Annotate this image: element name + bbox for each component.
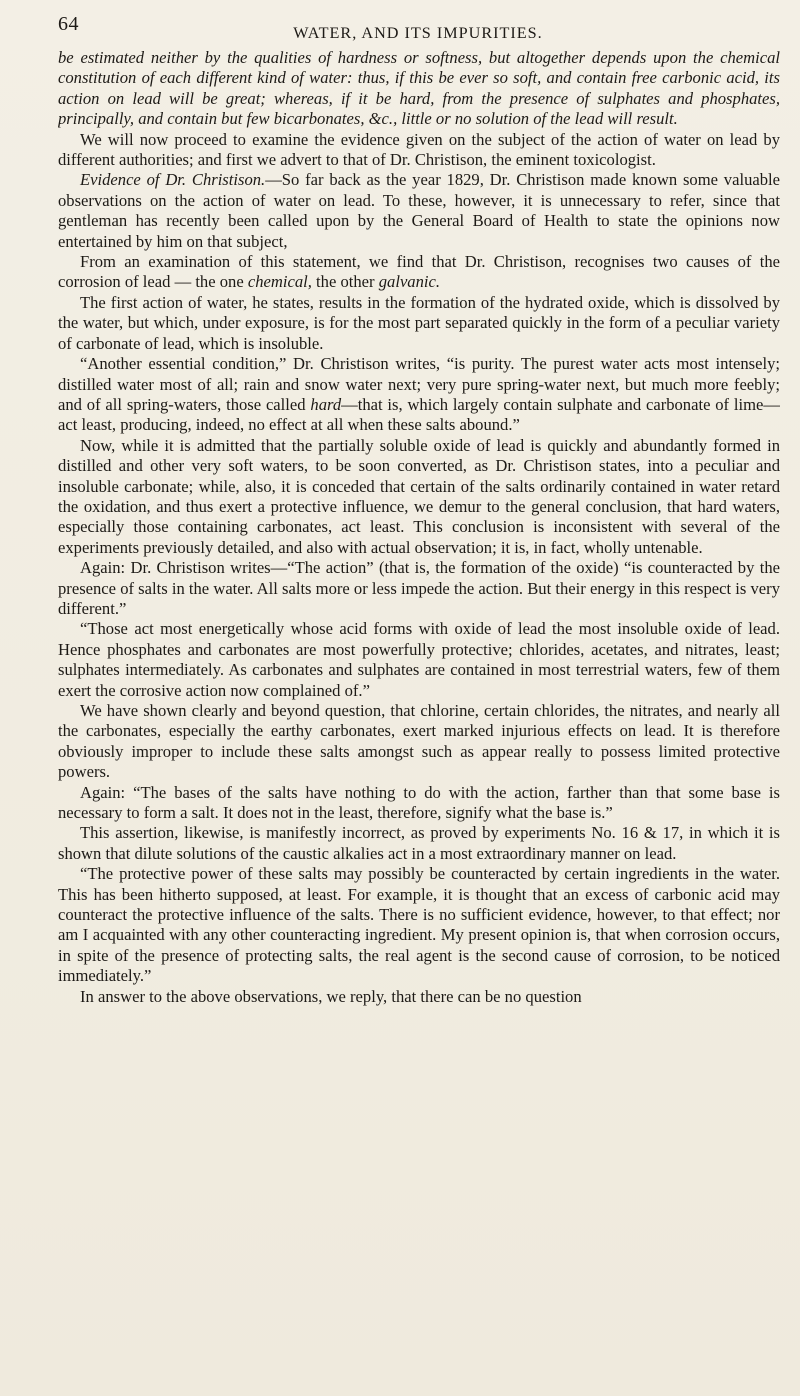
paragraph-9: “Those act most energetically whose acid forms with oxide of lead the most insoluble oxide of lead. Hence phosphates and carbonates are most powerfully protective; chlorides, acetates, and nitrates, least; sulphates intermediately. As carbonates and sulphates are contained in most terrestrial waters, few of them exert the corrosive action now complained of.”: [58, 619, 780, 700]
paragraph-12: This assertion, likewise, is manifestly incorrect, as proved by experiments No. 16 & 17, in which it is shown that dilute solutions of the caustic alkalies act in a most extraordinary manner on lead.: [58, 823, 780, 863]
paragraph-11: Again: “The bases of the salts have nothing to do with the action, farther than that some base is necessary to form a salt. It does not in the least, therefore, signify what the base is.”: [58, 782, 780, 823]
paragraph-10: We have shown clearly and beyond question, that chlorine, certain chlorides, the nitrates, and nearly all the carbonates, especially the earthy carbonates, exert marked injurious effects on lead. It is therefore obviously improper to include these salts amongst such as appear really to possess limited protective powers.: [58, 701, 780, 782]
section-heading-christison: Evidence of Dr. Christison.: [80, 170, 266, 190]
paragraph-14: In answer to the above observations, we reply, that there can be no question: [80, 986, 582, 1006]
paragraph-4-text-a: From an examination of this statement, we find that Dr. Christison, recognises two causes of the corrosion of lead — the one: [58, 252, 780, 292]
page-number: 64: [58, 13, 79, 35]
paragraph-13: “The protective power of these salts may possibly be counteracted by certain ingredients in the water. This has been hitherto supposed, at least. For example, it is thought that an excess of carbonic acid may counteract the protective influence of the salts. There is no sufficient evidence, however, to that effect; nor am I acquainted with any other counteracting ingredient. My present opinion is, that when corrosion occurs, in spite of the presence of protecting salts, the real agent is the second cause of corrosion, to be noticed immediately.”: [58, 864, 780, 986]
paragraph-6: [58, 354, 780, 436]
page-body: [58, 48, 780, 1384]
paragraph-4: [58, 252, 780, 293]
term-galvanic: galvanic.: [378, 272, 441, 292]
paragraph-5: The first action of water, he states, results in the formation of the hydrated oxide, which is dissolved by the water, but which, under exposure, is for the most part separated quickly in the form of a peculiar variety of carbonate of lead, which is insoluble.: [58, 292, 780, 353]
term-chemical: chemical,: [247, 272, 312, 292]
page-header: [58, 10, 778, 50]
paragraph-1: be estimated neither by the qualities of hardness or softness, but altogether depends upon the chemical constitution of each different kind of water: thus, if this be ever so soft, and contain free carbonic acid, its action on lead will be great; whereas, if it be hard, from the presence of sulphates and phosphates, principally, and contain but few bicarbonates, &c., little or no solution of the lead will result.: [58, 48, 780, 129]
term-hard: hard: [310, 394, 342, 414]
paragraph-2: We will now proceed to examine the evidence given on the subject of the action of water on lead by different authorities; and first we advert to that of Dr. Christison, the eminent toxicologist.: [58, 129, 780, 170]
paragraph-6-text-a: “Another essential condition,” Dr. Christison writes, “is purity. The purest water acts most intensely; distilled water most of all; rain and snow water next; very pure spring-water next, but much more feebly; and of all spring-waters, those called: [58, 354, 780, 414]
paragraph-7: Now, while it is admitted that the partially soluble oxide of lead is quickly and abundantly formed in distilled and other very soft waters, to be soon converted, as Dr. Christison states, into a peculiar and insoluble carbonate; while, also, it is conceded that certain of the salts ordinarily contained in water retard the oxidation, and thus exert a protective influence, we demur to the general conclusion, that hard waters, especially those containing carbonates, act least. This conclusion is inconsistent with several of the experiments previously detailed, and also with actual observation; it is, in fact, wholly untenable.: [58, 435, 780, 557]
paragraph-3-text: —So far back as the year 1829, Dr. Christison made known some valuable observations on the action of water on lead. To these, however, it is unnecessary to refer, since that gentleman has recently been called upon by the General Board of Health to state the opinions now entertained by him on that subject,: [58, 170, 780, 251]
paragraph-8: Again: Dr. Christison writes—“The action” (that is, the formation of the oxide) “is counteracted by the presence of salts in the water. All salts more or less impede the action. But their energy in this respect is very different.”: [58, 558, 780, 618]
paragraph-3: [58, 170, 780, 252]
paragraph-6-text-b: —that is, which largely contain sulphate and carbonate of lime—act least, producing, indeed, no effect at all when these salts abound.”: [58, 394, 780, 435]
paragraph-4-text-b: the other: [311, 272, 379, 292]
running-head: WATER, AND ITS IMPURITIES.: [293, 24, 543, 42]
